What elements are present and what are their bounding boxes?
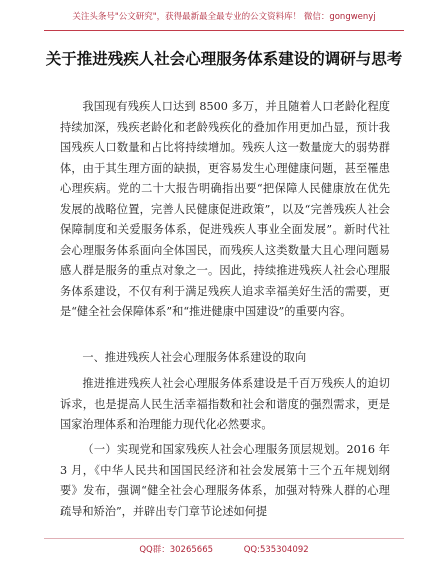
footer [0,543,448,555]
header-divider [44,30,404,31]
header-banner: 关注头条号"公文研究"，获得最新最全最专业的公文资料库！ 微信：gongwenyj [72,12,376,22]
document-title: 关于推进残疾人社会心理服务体系建设的调研与思考 [45,50,403,68]
section-heading: 一、推进残疾人社会心理服务体系建设的取向 [82,351,307,364]
section-paragraph: 推进推进残疾人社会心理服务体系建设是千百万残疾人的迫切诉求，也是提高人民生活幸福指数和社会和谐度的强烈需求，更是国家治理体系和治理能力现代化必然要求。 [60,377,390,431]
intro-paragraph: 我国现有残疾人口达到 8500 多万，并且随着人口老龄化程度持续加深，残疾老龄化和老龄残疾化的叠加作用更加凸显，预计我国残疾人口数量和占比将持续增加。残疾人这一数量庞大的弱势群体，由于其生理方面的缺损，更容易发生心理健康问题，甚至罹患心理疾病。党的二十大报告明确指出要“把保障人民健康放在优先发展的战略位置，完善人民健康促进政策”，以及“完善残疾人社会保障制度和关爱服务体系，促进残疾人事业全面发展”。新时代社会心理服务体系面向全体国民，而残疾人这类数量大且心理问题易感人群是服务的重点对象之一。因此，持续推进残疾人社会心理服务体系建设，不仅有利于满足残疾人追求幸福美好生活的需要，更是“健全社会保障体系”和“推进健康中国建设”的重要内容。 [60,100,390,318]
footer-divider [44,538,404,539]
footer-qq-group: QQ群：30265665 [139,545,214,555]
subsection-paragraph: （一）实现党和国家残疾人社会心理服务顶层规划。2016 年 3 月，《中华人民共和国国民经济和社会发展第十三个五年规划纲要》发布，强调“健全社会心理服务体系，加强对特殊人群的心理疏导和矫治”，并辟出专门章节论述如何提 [60,443,390,518]
footer-qq: QQ:535304092 [243,545,309,555]
